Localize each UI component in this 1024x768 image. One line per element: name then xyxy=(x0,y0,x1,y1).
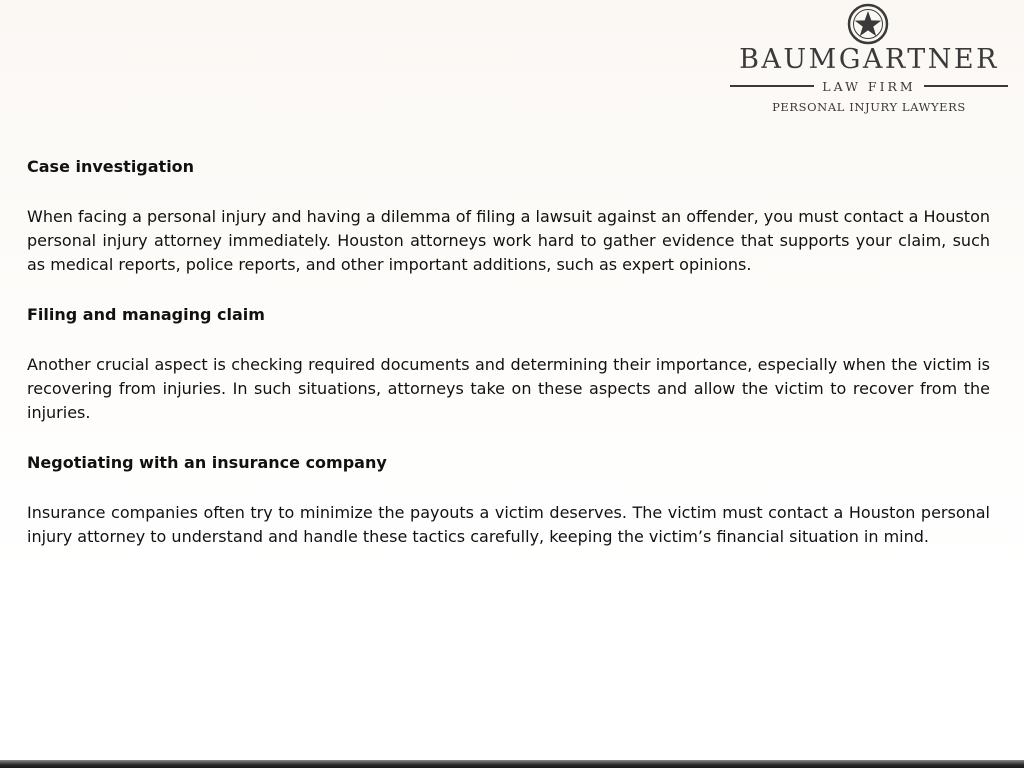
logo-firm-name: BAUMGARTNER xyxy=(739,44,999,75)
section-heading: Negotiating with an insurance company xyxy=(27,453,387,472)
section-case-investigation xyxy=(27,155,990,277)
section-heading: Filing and managing claim xyxy=(27,305,265,324)
logo-subtitle-row xyxy=(730,77,1008,95)
logo-tagline: PERSONAL INJURY LAWYERS xyxy=(772,100,966,114)
logo-rule-left xyxy=(730,85,814,87)
star-seal-icon xyxy=(846,2,890,46)
firm-logo xyxy=(724,0,1014,122)
logo-rule-right xyxy=(924,85,1008,87)
logo-subtitle: LAW FIRM xyxy=(822,78,916,94)
section-body: When facing a personal injury and having a dilemma of filing a lawsuit against an offender, you must contact a Houston personal injury attorney immediately. Houston attorneys work hard to gather evidence that supports your claim, such as medical reports, police reports, and other important additions, such as expert opinions. xyxy=(27,207,990,274)
section-heading: Case investigation xyxy=(27,157,195,176)
section-body: Insurance companies often try to minimize the payouts a victim deserves. The victim must contact a Houston personal injury attorney to understand and handle these tactics carefully, keeping the victim’s financial situation in mind. xyxy=(27,503,990,546)
section-negotiating-insurance xyxy=(27,451,990,549)
section-filing-claim xyxy=(27,303,990,425)
article-content xyxy=(27,155,990,575)
bottom-bar xyxy=(0,760,1024,768)
section-body: Another crucial aspect is checking required documents and determining their importance, especially when the victim is recovering from injuries. In such situations, attorneys take on these aspects and allow the victim to recover from the injuries. xyxy=(27,355,990,422)
